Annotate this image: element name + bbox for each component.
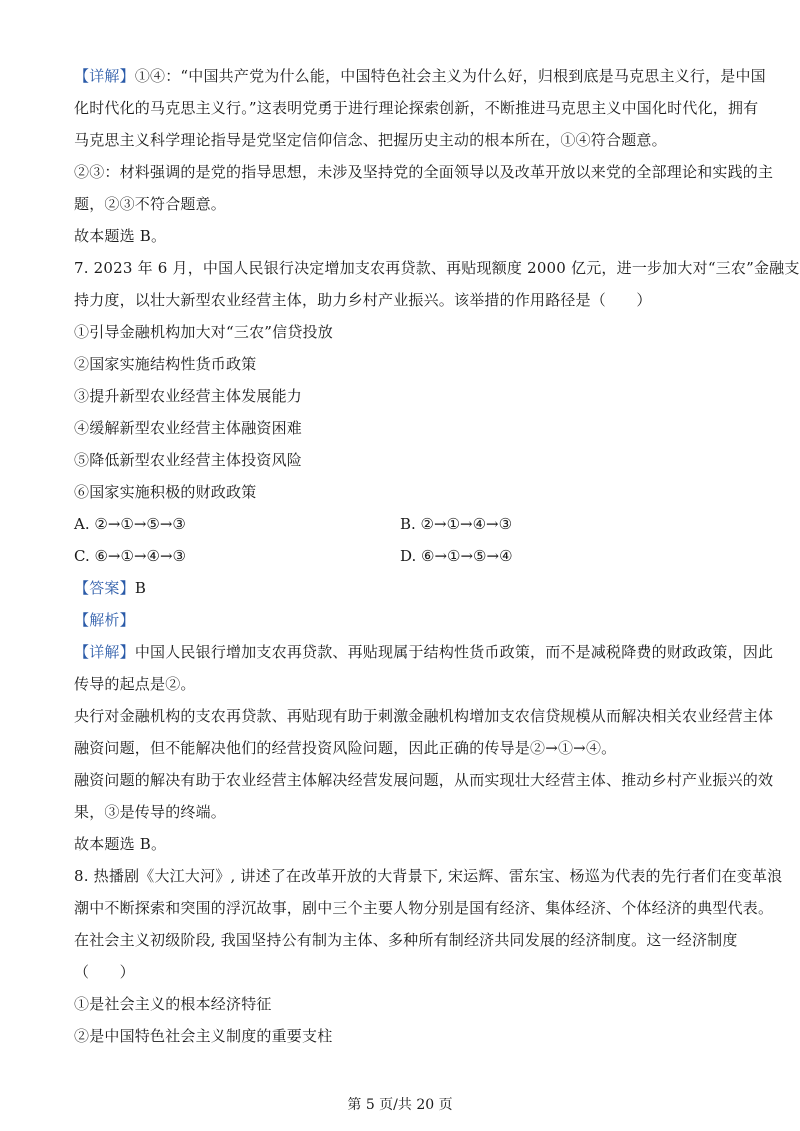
page-number: 第 5 页/共 20 页	[347, 1097, 453, 1113]
detail-line: 融资问题的解决有助于农业经营主体解决经营发展问题，从而实现壮大经营主体、推动乡村产业振兴的效	[74, 771, 774, 789]
conclusion-line: 故本题选 B。	[74, 227, 167, 245]
question-7-stem: 持力度，以壮大新型农业经营主体，助力乡村产业振兴。该举措的作用路径是（ ）	[74, 291, 652, 309]
detail-line: 央行对金融机构的支农再贷款、再贴现有助于刺激金融机构增加支农信贷规模从而解决相关农业经营主体	[74, 707, 774, 725]
question-7-item: ④缓解新型农业经营主体融资困难	[74, 419, 303, 437]
question-8-stem: 8. 热播剧《大江大河》, 讲述了在改革开放的大背景下, 宋运辉、雷东宝、杨巡为代表的先行者们在变革浪	[74, 867, 783, 885]
detail-line	[74, 642, 774, 662]
question-7-item: ③提升新型农业经营主体发展能力	[74, 387, 303, 405]
answer-value: B	[134, 579, 147, 597]
question-7-item: ⑥国家实施积极的财政政策	[74, 483, 257, 501]
explanation-line: ②③：材料强调的是党的指导思想，未涉及坚持党的全面领导以及改革开放以来党的全部理论和实践的主	[74, 163, 774, 181]
detail-tag: 【详解】	[74, 643, 135, 661]
question-7-item: ①引导金融机构加大对“三农”信贷投放	[74, 323, 333, 341]
option-a: A. ②→①→⑤→③	[74, 515, 186, 533]
detail-line: 传导的起点是②。	[74, 675, 196, 693]
question-8-item: ②是中国特色社会主义制度的重要支柱	[74, 1027, 333, 1045]
detail-line: 融资问题，但不能解决他们的经营投资风险问题，因此正确的传导是②→①→④。	[74, 739, 617, 757]
question-8-stem: 在社会主义初级阶段, 我国坚持公有制为主体、多种所有制经济共同发展的经济制度。这一经济制度	[74, 931, 738, 949]
explanation-line: 化时代化的马克思主义行。”这表明党勇于进行理论探索创新，不断推进马克思主义中国化时代化，拥有	[74, 99, 759, 117]
question-8-item: ①是社会主义的根本经济特征	[74, 995, 272, 1013]
analysis-line	[74, 610, 740, 630]
option-c: C. ⑥→①→④→③	[74, 547, 186, 565]
question-8-stem: 潮中不断探索和突围的浮沉故事，剧中三个主要人物分别是国有经济、集体经济、个体经济的典型代表。	[74, 899, 774, 917]
explanation-line: 题，②③不符合题意。	[74, 195, 227, 213]
option-d: D. ⑥→①→⑤→④	[400, 547, 513, 565]
answer-tag: 【答案】	[74, 579, 135, 597]
answer-line	[74, 578, 740, 598]
detail-tag: 【详解】	[74, 67, 135, 85]
explanation-line: 马克思主义科学理论指导是党坚定信仰信念、把握历史主动的根本所在，①④符合题意。	[74, 131, 667, 149]
question-7-item: ⑤降低新型农业经营主体投资风险	[74, 451, 303, 469]
question-8-blank: （ ）	[74, 963, 135, 981]
explanation-line	[74, 66, 766, 86]
explanation-text: ①④：“中国共产党为什么能，中国特色社会主义为什么好，归根到底是马克思主义行，是中国	[134, 67, 766, 85]
detail-line: 果，③是传导的终端。	[74, 803, 227, 821]
question-7-item: ②国家实施结构性货币政策	[74, 355, 257, 373]
option-b: B. ②→①→④→③	[400, 515, 513, 533]
detail-text: 中国人民银行增加支农再贷款、再贴现属于结构性货币政策，而不是减税降费的财政政策，因此	[134, 643, 774, 661]
question-7-stem: 7. 2023 年 6 月，中国人民银行决定增加支农再贷款、再贴现额度 2000 亿元，进一步加大对“三农”金融支	[74, 259, 800, 277]
analysis-tag: 【解析】	[74, 611, 135, 629]
conclusion-line: 故本题选 B。	[74, 835, 167, 853]
